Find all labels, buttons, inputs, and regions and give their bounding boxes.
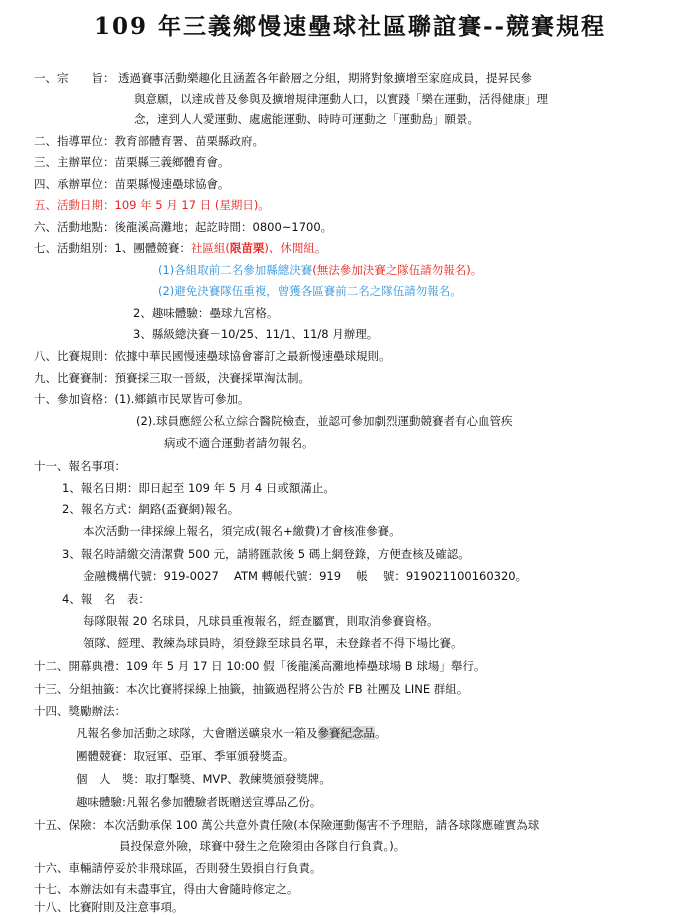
section-11-label: 十一、報名事項： <box>34 459 126 473</box>
section-14-line-4: 趣味體驗:凡報名參加體驗者既贈送宣導品乙份。 <box>76 795 322 809</box>
section-6-text: 後龍溪高灘地；起訖時間：0800~1700。 <box>114 220 333 234</box>
section-2-text: 教育部體育署、苗栗縣政府。 <box>114 134 264 148</box>
section-12 <box>34 658 485 674</box>
section-11-item-4: 4、報 名 表： <box>62 592 150 606</box>
section-11-bank-info: 金融機構代號：919-0027 ATM 轉帳代號：919 帳 號：919021100160320。 <box>83 569 528 583</box>
section-1-line-2: 與意願，以達成普及參與及擴增規律運動人口，以實踐「樂在運動，活得健康」理 <box>134 92 548 106</box>
section-1-label: 一、宗 旨： <box>34 71 115 85</box>
section-16-label: 十六、 <box>34 861 69 875</box>
section-13 <box>34 681 468 697</box>
section-10-item-1: (1).鄉鎮市民眾皆可參加。 <box>114 392 250 406</box>
section-15-line-1 <box>34 817 539 833</box>
section-7-group-community: 社區組( <box>190 241 230 255</box>
section-4-text: 苗栗縣慢速壘球協會。 <box>114 177 230 191</box>
section-9-text: 預賽採三取一晉級，決賽採單淘汰制。 <box>114 371 310 385</box>
section-9-label: 九、比賽賽制： <box>34 371 115 385</box>
section-7-group-leisure: )、休閒組。 <box>264 241 327 255</box>
section-11-item-4-note-2: 領隊、經理、教練為球員時，須登錄至球員名單，未登錄者不得下場比賽。 <box>83 636 463 650</box>
section-17-text: 本辦法如有未盡事宜，得由大會隨時修定之。 <box>68 882 299 896</box>
section-7-item-3: 3、縣級總決賽－10/25、11/1、11/8 月辦理。 <box>133 327 379 341</box>
section-18-text: 比賽附則及注意事項。 <box>68 900 184 914</box>
page-title: 109 年三義鄉慢速壘球社區聯誼賽--競賽規程 <box>93 13 607 40</box>
section-1-line-1: 透過賽事活動樂趣化且涵蓋各年齡層之分組，期將對象擴增至家庭成員，提昇民參 <box>118 71 532 85</box>
section-10-label: 十、參加資格： <box>34 392 115 406</box>
section-4-label: 四、承辦單位： <box>34 177 115 191</box>
section-4 <box>34 176 230 192</box>
section-11-item-2: 2、報名方式：網路(盃賽網)報名。 <box>62 502 240 516</box>
section-16 <box>34 860 322 876</box>
section-15-text-1: 本次活動承保 100 萬公共意外責任險(本保險運動傷害不予理賠，請各球隊應確實為球 <box>103 818 540 832</box>
section-3 <box>34 154 230 170</box>
section-7-note-2: (2)避免決賽隊伍重複，曾獲各區賽前二名之隊伍請勿報名。 <box>158 284 462 298</box>
section-14-label: 十四、獎勵辦法： <box>34 704 126 718</box>
section-14-line-2: 團體競賽：取冠軍、亞軍、季軍頒發獎盃。 <box>76 749 295 763</box>
section-9 <box>34 370 310 386</box>
section-2-label: 二、指導單位： <box>34 134 115 148</box>
section-5-text: 109 年 5 月 17 日 (星期日)。 <box>114 198 270 212</box>
section-15-line-2: 員投保意外險，球賽中發生之危險須由各隊自行負責。)。 <box>119 839 406 853</box>
section-2 <box>34 133 264 149</box>
section-17 <box>34 881 299 897</box>
section-12-text: 109 年 5 月 17 日 10:00 假「後龍溪高灘地棒壘球場 B 球場」舉行。 <box>126 659 486 673</box>
section-10-line-1 <box>34 391 249 407</box>
section-14-line-1 <box>76 725 387 741</box>
section-18 <box>34 899 184 915</box>
section-14-line-1-text: 凡報名參加活動之球隊，大會贈送礦泉水一箱及 <box>76 726 318 740</box>
section-7-item-1-prefix: 1、團體競賽： <box>114 241 191 255</box>
section-7-line-1 <box>34 240 326 256</box>
section-11-item-2-note: 本次活動一律採線上報名，須完成(報名+繳費)才會核准參賽。 <box>83 524 401 538</box>
section-13-text: 本次比賽將採線上抽籤，抽籤過程將公告於 FB 社團及 LINE 群組。 <box>126 682 469 696</box>
section-3-text: 苗栗縣三義鄉體育會。 <box>114 155 230 169</box>
section-18-label: 十八、 <box>34 900 69 914</box>
section-7-group-miaoli-only: 限苗栗 <box>229 241 265 255</box>
section-16-text: 車輛請停妥於非飛球區，否則發生毀損自行負責。 <box>68 861 322 875</box>
section-7-note-1-warning: (無法參加決賽之隊伍請勿報名)。 <box>312 263 483 277</box>
section-8 <box>34 348 391 364</box>
section-1-line-3: 念，達到人人愛運動、處處能運動、時時可運動之「運動島」願景。 <box>134 112 479 126</box>
section-7-note-1-text: (1)各組取前二名參加縣總決賽 <box>158 263 313 277</box>
section-11-item-4-note-1: 每隊限報 20 名球員，凡球員重複報名，經查屬實，則取消參賽資格。 <box>83 614 439 628</box>
section-14-souvenir-highlight: 參賽紀念品 <box>317 726 375 740</box>
section-3-label: 三、主辦單位： <box>34 155 115 169</box>
section-12-label: 十二、開幕典禮： <box>34 659 126 673</box>
section-7-label: 七、活動組別： <box>34 241 115 255</box>
section-8-text: 依據中華民國慢速壘球協會審訂之最新慢速壘球規則。 <box>114 349 391 363</box>
section-11-item-3: 3、報名時請繳交清潔費 500 元，請將匯款後 5 碼上網登錄，方便查核及確認。 <box>62 547 470 561</box>
section-5-label: 五、活動日期： <box>34 198 115 212</box>
section-6 <box>34 219 332 235</box>
section-8-label: 八、比賽規則： <box>34 349 115 363</box>
section-10-item-2-line-1: (2).球員應經公私立綜合醫院檢查，並認可參加劇烈運動競賽者有心血管疾 <box>136 414 513 428</box>
section-11-item-1: 1、報名日期：即日起至 109 年 5 月 4 日或額滿止。 <box>62 481 335 495</box>
section-7-item-2: 2、趣味體驗：壘球九宮格。 <box>133 306 279 320</box>
section-14-line-1-end: 。 <box>375 726 387 740</box>
section-15-label: 十五、保險： <box>34 818 103 832</box>
section-5 <box>34 197 270 213</box>
section-14-line-3: 個 人 獎：取打擊獎、MVP、教練獎頒發獎牌。 <box>76 772 331 786</box>
section-7-note-1 <box>158 262 482 278</box>
section-10-item-2-line-2: 病或不適合運動者請勿報名。 <box>164 436 314 450</box>
section-17-label: 十七、 <box>34 882 69 896</box>
section-6-label: 六、活動地點： <box>34 220 115 234</box>
section-13-label: 十三、分組抽籤： <box>34 682 126 696</box>
